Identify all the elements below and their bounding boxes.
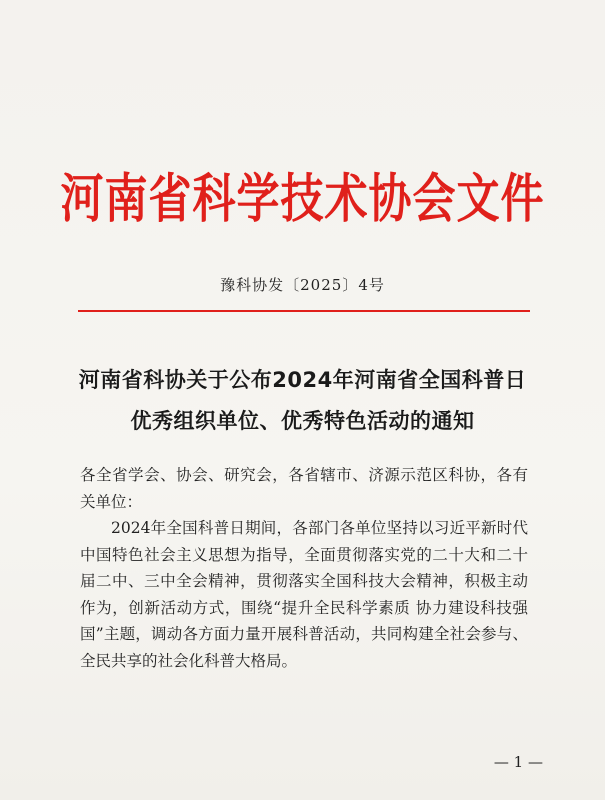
notice-title-line-1: 河南省科协关于公布2024年河南省全国科普日 [78,368,527,392]
page-number: — 1 — [493,753,543,771]
body-paragraph: 2024年全国科普日期间，各部门各单位坚持以习近平新时代中国特色社会主义思想为指导，全面贯彻落实党的二十大和二十届二中、三中全会精神，贯彻落实全国科技大会精神，积极主动作为，创新活动方式，围绕“提升全民科学素质 协力建设科技强国”主题，调动各方面力量开展科普活动，共同构建全社会参与、全民共享的社会化科普大格局。 [80,519,528,670]
notice-title-line-2: 优秀组织单位、优秀特色活动的通知 [130,409,475,433]
document-number: 豫科协发〔2025〕4号 [220,276,385,294]
document-body [80,462,528,674]
header-divider [78,310,530,312]
document-header-title: 河南省科学技术协会文件 [60,168,545,230]
addressee: 各全省学会、协会、研究会，各省辖市、济源示范区科协，各有关单位： [80,466,528,511]
